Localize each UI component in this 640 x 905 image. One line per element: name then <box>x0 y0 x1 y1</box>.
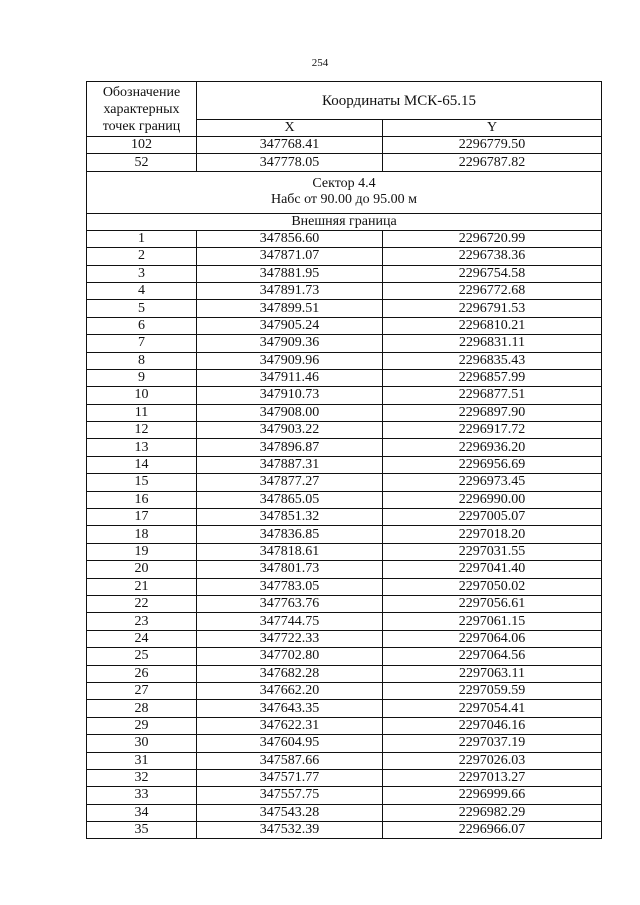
x-coordinate-cell: 347571.77 <box>197 769 383 786</box>
y-coordinate-cell: 2297064.06 <box>383 630 602 647</box>
boundary-label: Внешняя граница <box>87 213 602 230</box>
y-coordinate-cell: 2296791.53 <box>383 300 602 317</box>
point-number-cell: 13 <box>87 439 197 456</box>
point-number-cell: 102 <box>87 137 197 154</box>
y-coordinate-cell: 2297041.40 <box>383 561 602 578</box>
x-coordinate-cell: 347905.24 <box>197 317 383 334</box>
point-number-cell: 29 <box>87 717 197 734</box>
y-coordinate-cell: 2296772.68 <box>383 282 602 299</box>
table-row <box>87 265 602 282</box>
y-coordinate-cell: 2297059.59 <box>383 682 602 699</box>
point-number-cell: 24 <box>87 630 197 647</box>
x-coordinate-cell: 347818.61 <box>197 543 383 560</box>
page-number: 254 <box>311 57 329 69</box>
point-number-cell: 21 <box>87 578 197 595</box>
table-row <box>87 300 602 317</box>
table-row <box>87 404 602 421</box>
x-coordinate-cell: 347768.41 <box>197 137 383 154</box>
point-number-cell: 23 <box>87 613 197 630</box>
x-coordinate-cell: 347877.27 <box>197 474 383 491</box>
x-coordinate-cell: 347908.00 <box>197 404 383 421</box>
y-coordinate-cell: 2297026.03 <box>383 752 602 769</box>
coordinates-table <box>86 81 602 839</box>
y-coordinate-cell: 2296897.90 <box>383 404 602 421</box>
point-number-cell: 14 <box>87 456 197 473</box>
x-coordinate-cell: 347778.05 <box>197 154 383 171</box>
x-coordinate-cell: 347763.76 <box>197 595 383 612</box>
y-coordinate-cell: 2297037.19 <box>383 735 602 752</box>
point-number-cell: 30 <box>87 735 197 752</box>
point-number-cell: 5 <box>87 300 197 317</box>
y-coordinate-cell: 2296831.11 <box>383 335 602 352</box>
table-row <box>87 526 602 543</box>
table-row <box>87 752 602 769</box>
x-coordinate-cell: 347836.85 <box>197 526 383 543</box>
x-coordinate-cell: 347891.73 <box>197 282 383 299</box>
point-number-cell: 9 <box>87 369 197 386</box>
x-coordinate-cell: 347543.28 <box>197 804 383 821</box>
x-coordinate-cell: 347881.95 <box>197 265 383 282</box>
y-coordinate-cell: 2297054.41 <box>383 700 602 717</box>
table-row <box>87 822 602 839</box>
x-coordinate-cell: 347744.75 <box>197 613 383 630</box>
table-row <box>87 700 602 717</box>
boundary-row <box>87 213 602 230</box>
x-coordinate-cell: 347911.46 <box>197 369 383 386</box>
x-coordinate-cell: 347910.73 <box>197 387 383 404</box>
coordinates-table-body <box>87 82 602 839</box>
y-coordinate-cell: 2297063.11 <box>383 665 602 682</box>
point-number-cell: 20 <box>87 561 197 578</box>
x-coordinate-cell: 347783.05 <box>197 578 383 595</box>
y-coordinate-cell: 2296754.58 <box>383 265 602 282</box>
table-row <box>87 369 602 386</box>
y-coordinate-cell: 2297031.55 <box>383 543 602 560</box>
table-row <box>87 352 602 369</box>
y-coordinate-cell: 2296982.29 <box>383 804 602 821</box>
table-row <box>87 509 602 526</box>
x-coordinate-cell: 347604.95 <box>197 735 383 752</box>
table-row <box>87 682 602 699</box>
y-column-header: Y <box>383 120 602 137</box>
table-row <box>87 137 602 154</box>
x-coordinate-cell: 347532.39 <box>197 822 383 839</box>
table-header-row <box>87 82 602 120</box>
point-number-cell: 11 <box>87 404 197 421</box>
y-coordinate-cell: 2296956.69 <box>383 456 602 473</box>
x-coordinate-cell: 347587.66 <box>197 752 383 769</box>
point-number-cell: 7 <box>87 335 197 352</box>
x-coordinate-cell: 347622.31 <box>197 717 383 734</box>
point-number-cell: 10 <box>87 387 197 404</box>
y-coordinate-cell: 2297061.15 <box>383 613 602 630</box>
table-row <box>87 456 602 473</box>
y-coordinate-cell: 2296779.50 <box>383 137 602 154</box>
x-coordinate-cell: 347899.51 <box>197 300 383 317</box>
x-coordinate-cell: 347643.35 <box>197 700 383 717</box>
point-number-cell: 31 <box>87 752 197 769</box>
point-number-cell: 52 <box>87 154 197 171</box>
x-column-header: X <box>197 120 383 137</box>
table-row <box>87 230 602 247</box>
point-number-cell: 2 <box>87 248 197 265</box>
y-coordinate-cell: 2296857.99 <box>383 369 602 386</box>
x-coordinate-cell: 347909.96 <box>197 352 383 369</box>
y-coordinate-cell: 2297046.16 <box>383 717 602 734</box>
y-coordinate-cell: 2296810.21 <box>383 317 602 334</box>
point-number-cell: 6 <box>87 317 197 334</box>
table-row <box>87 630 602 647</box>
x-coordinate-cell: 347682.28 <box>197 665 383 682</box>
table-row <box>87 769 602 786</box>
x-coordinate-cell: 347557.75 <box>197 787 383 804</box>
y-coordinate-cell: 2296835.43 <box>383 352 602 369</box>
point-number-cell: 25 <box>87 648 197 665</box>
sector-title: Сектор 4.4 <box>312 176 376 192</box>
x-coordinate-cell: 347903.22 <box>197 422 383 439</box>
y-coordinate-cell: 2296936.20 <box>383 439 602 456</box>
point-number-cell: 15 <box>87 474 197 491</box>
point-number-cell: 8 <box>87 352 197 369</box>
table-row <box>87 543 602 560</box>
point-number-cell: 34 <box>87 804 197 821</box>
table-row <box>87 317 602 334</box>
y-coordinate-cell: 2296720.99 <box>383 230 602 247</box>
y-coordinate-cell: 2296990.00 <box>383 491 602 508</box>
table-row <box>87 787 602 804</box>
table-row <box>87 335 602 352</box>
table-row <box>87 439 602 456</box>
point-number-cell: 12 <box>87 422 197 439</box>
point-number-cell: 18 <box>87 526 197 543</box>
point-designation-header: Обозначение характерных точек границ <box>87 82 197 137</box>
table-row <box>87 154 602 171</box>
point-number-cell: 16 <box>87 491 197 508</box>
y-coordinate-cell: 2296738.36 <box>383 248 602 265</box>
point-number-cell: 17 <box>87 509 197 526</box>
x-coordinate-cell: 347871.07 <box>197 248 383 265</box>
x-coordinate-cell: 347702.80 <box>197 648 383 665</box>
x-coordinate-cell: 347887.31 <box>197 456 383 473</box>
table-row <box>87 491 602 508</box>
table-row <box>87 595 602 612</box>
x-coordinate-cell: 347909.36 <box>197 335 383 352</box>
table-row <box>87 282 602 299</box>
x-coordinate-cell: 347662.20 <box>197 682 383 699</box>
point-number-cell: 4 <box>87 282 197 299</box>
sector-height-range: Набс от 90.00 до 95.00 м <box>270 192 418 208</box>
y-coordinate-cell: 2297018.20 <box>383 526 602 543</box>
y-coordinate-cell: 2296917.72 <box>383 422 602 439</box>
x-coordinate-cell: 347896.87 <box>197 439 383 456</box>
point-number-cell: 28 <box>87 700 197 717</box>
y-coordinate-cell: 2297013.27 <box>383 769 602 786</box>
coordinates-system-header: Координаты МСК-65.15 <box>197 82 602 120</box>
table-row <box>87 648 602 665</box>
y-coordinate-cell: 2296973.45 <box>383 474 602 491</box>
point-number-cell: 26 <box>87 665 197 682</box>
point-number-cell: 35 <box>87 822 197 839</box>
y-coordinate-cell: 2296787.82 <box>383 154 602 171</box>
point-number-cell: 33 <box>87 787 197 804</box>
table-row <box>87 422 602 439</box>
point-number-cell: 32 <box>87 769 197 786</box>
table-row <box>87 474 602 491</box>
point-number-cell: 19 <box>87 543 197 560</box>
y-coordinate-cell: 2296877.51 <box>383 387 602 404</box>
y-coordinate-cell: 2296999.66 <box>383 787 602 804</box>
y-coordinate-cell: 2297050.02 <box>383 578 602 595</box>
point-number-cell: 22 <box>87 595 197 612</box>
x-coordinate-cell: 347856.60 <box>197 230 383 247</box>
y-coordinate-cell: 2297064.56 <box>383 648 602 665</box>
point-number-cell: 1 <box>87 230 197 247</box>
table-row <box>87 387 602 404</box>
table-row <box>87 665 602 682</box>
x-coordinate-cell: 347865.05 <box>197 491 383 508</box>
x-coordinate-cell: 347851.32 <box>197 509 383 526</box>
table-row <box>87 248 602 265</box>
table-row <box>87 735 602 752</box>
sector-header-row <box>87 171 602 213</box>
table-row <box>87 561 602 578</box>
y-coordinate-cell: 2297056.61 <box>383 595 602 612</box>
y-coordinate-cell: 2297005.07 <box>383 509 602 526</box>
sector-header <box>87 171 602 213</box>
y-coordinate-cell: 2296966.07 <box>383 822 602 839</box>
x-coordinate-cell: 347801.73 <box>197 561 383 578</box>
point-number-cell: 27 <box>87 682 197 699</box>
table-row <box>87 578 602 595</box>
table-row <box>87 717 602 734</box>
point-number-cell: 3 <box>87 265 197 282</box>
table-row <box>87 613 602 630</box>
x-coordinate-cell: 347722.33 <box>197 630 383 647</box>
table-row <box>87 804 602 821</box>
